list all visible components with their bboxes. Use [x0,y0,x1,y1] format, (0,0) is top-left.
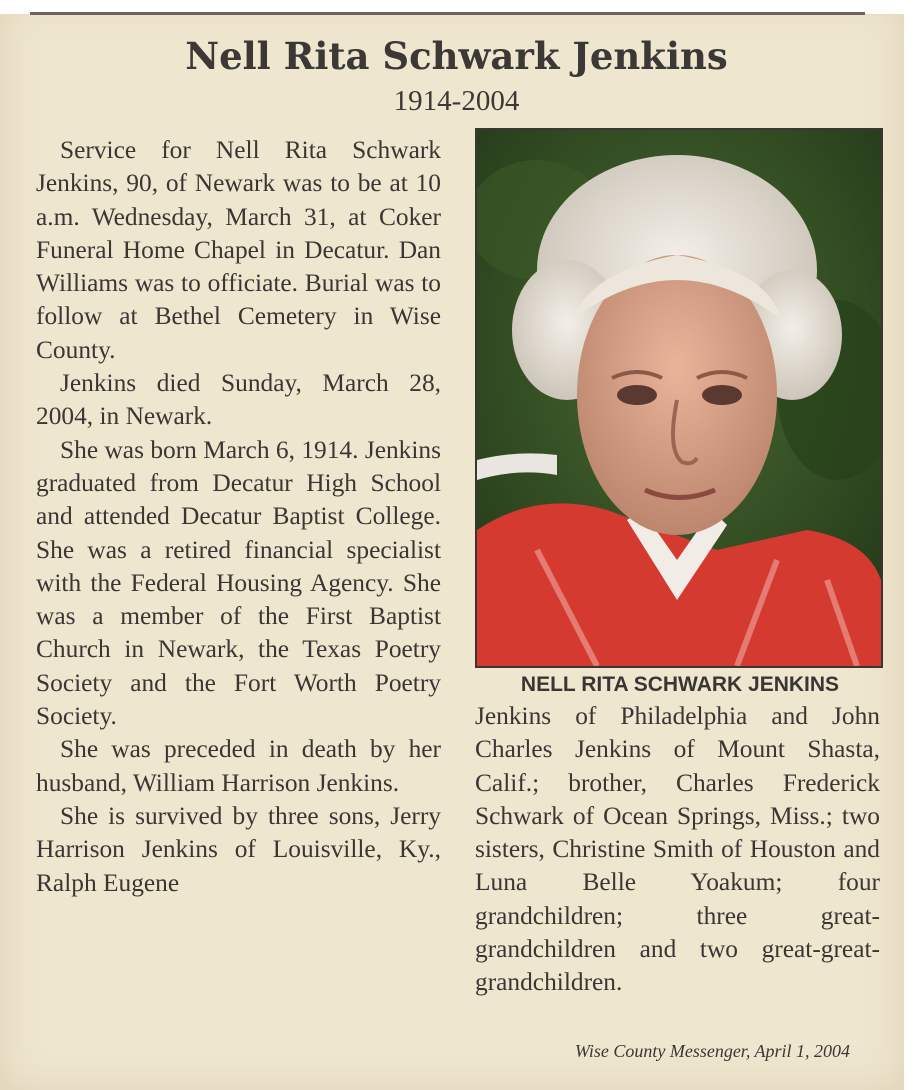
obituary-headline: Nell Rita Schwark Jenkins [185,34,728,78]
paragraph-death: Jenkins died Sunday, March 28, 2004, in Newark. [36,369,441,431]
left-column [36,134,441,900]
source-credit: Wise County Messenger, April 1, 2004 [574,1041,850,1061]
paragraph-service: Service for Nell Rita Schwark Jenkins, 90, of Newark was to be at 10 a.m. Wednesday, March 31, at Coker Funeral Home Chapel in Decatur. Dan Williams was to officiate. Burial was to follow at Bethel Cemetery in Wise County. [36,136,441,364]
portrait-illustration [477,130,881,666]
top-rule [30,12,865,15]
paragraph-preceded: She was preceded in death by her husband, William Harrison Jenkins. [36,735,441,797]
portrait-photo [475,128,883,668]
paragraph-survivors-continued: Jenkins of Philadelphia and John Charles Jenkins of Mount Shasta, Calif.; brother, Charles Frederick Schwark of Ocean Springs, Miss.; two sisters, Christine Smith of Houston and Luna Belle Yoakum; four grandchildren; three great-grandchildren and two great-great-grandchildren. [475,702,880,997]
paragraph-biography: She was born March 6, 1914. Jenkins graduated from Decatur High School and attended Decatur Baptist College. She was a retired financial specialist with the Federal Housing Agency. She was a member of the First Baptist Church in Newark, the Texas Poetry Society and the Fort Worth Poetry Society. [36,435,441,731]
life-years: 1914-2004 [393,85,520,117]
photo-caption: NELL RITA SCHWARK JENKINS [520,673,840,696]
paragraph-survivors-start: She is survived by three sons, Jerry Harrison Jenkins of Louisville, Ky., Ralph Eugene [36,801,441,897]
right-column [475,700,880,1000]
scan-margin-right [904,0,913,1090]
